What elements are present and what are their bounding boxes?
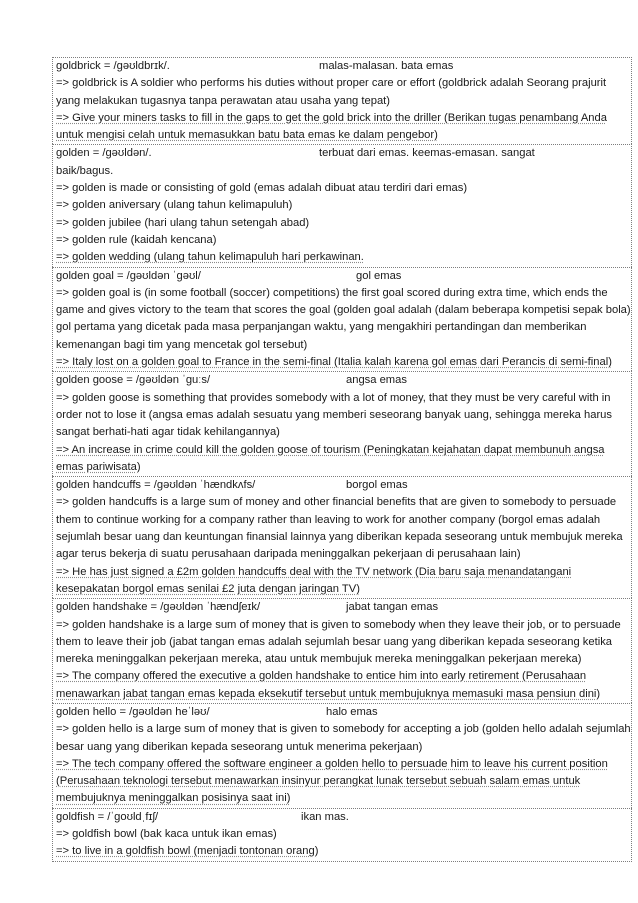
- dictionary-entry: [52, 371, 632, 476]
- dictionary-entry: [52, 57, 632, 144]
- headword: goldbrick = /ɡəʊldbrɪk/.: [56, 60, 170, 72]
- headword: golden goal = /ɡəʊldən ˈɡəʊl/: [56, 269, 201, 282]
- dictionary-entries: [52, 57, 632, 862]
- translation: borgol emas: [346, 479, 408, 492]
- translation: halo emas: [326, 705, 378, 718]
- headword: golden hello = /ɡəʊldən heˈləʊ/: [56, 705, 210, 718]
- entry-heading: [56, 477, 631, 494]
- dictionary-entry: [52, 598, 632, 703]
- headword: goldfish = /ˈɡoʊldˌfɪʃ/: [56, 810, 159, 823]
- entry-heading: [56, 58, 631, 75]
- translation: ikan mas.: [301, 810, 349, 823]
- example-line: => golden goal is (in some football (soccer) competitions) the first goal scored during extra time, which ends the game and gives victory to the team that scores the goal (golden goal adalah (dalam beberapa kompetisi sepak bola) gol pertama yang dicetak pada masa perpanjangan waktu, yang mengakhiri pertandingan dan memberikan kemenangan bagi tim yang mencetak gol tersebut): [56, 286, 631, 351]
- translation: malas-malasan. bata emas: [319, 60, 454, 72]
- example-line: => golden goose is something that provides somebody with a lot of money, that they must be very careful with in order not to lose it (angsa emas adalah sesuatu yang memberi seseorang banyak uang, sehingga mereka harus sangat berhati-hati agar tidak kehilangannya): [56, 391, 612, 439]
- entry-heading: [56, 372, 631, 389]
- translation: terbuat dari emas. keemas-emasan. sangat: [319, 147, 535, 160]
- entry-heading: [56, 704, 631, 721]
- example-line: => goldbrick is A soldier who performs his duties without proper care or effort (goldbrick adalah Seorang prajurit yang melakukan tugasnya tanpa perawatan atau usaha yang tepat): [56, 77, 607, 107]
- example-line: => golden wedding (ulang tahun kelimapuluh hari perkawinan.: [56, 251, 364, 264]
- translation: jabat tangan emas: [346, 601, 439, 614]
- example-line: => The company offered the executive a golden handshake to entice him into early retirement (Perusahaan menawarkan jabat tangan emas kepada eksekutif tersebut untuk membujuknya memasuki masa pensiun dini): [56, 670, 601, 700]
- dictionary-entry: [52, 703, 632, 808]
- example-line: => golden rule (kaidah kencana): [56, 233, 217, 246]
- headword: golden = /ɡəʊldən/.: [56, 147, 152, 160]
- dictionary-entry: [52, 144, 632, 266]
- dictionary-entry: [52, 476, 632, 598]
- dictionary-entry: [52, 267, 632, 372]
- translation-continuation: baik/bagus.: [56, 164, 114, 177]
- entry-heading: [56, 809, 631, 826]
- headword: golden goose = /ɡəʊldən ˈɡuːs/: [56, 374, 211, 387]
- example-line: => to live in a goldfish bowl (menjadi tontonan orang): [56, 845, 319, 858]
- example-line: => Italy lost on a golden goal to France in the semi-final (Italia kalah karena gol emas dari Perancis di semi-final): [56, 356, 612, 369]
- headword: golden handshake = /ɡəʊldən ˈhændʃeɪk/: [56, 601, 261, 614]
- example-line: => Give your miners tasks to fill in the gaps to get the gold brick into the driller (Berikan tugas penambang Anda untuk mengisi celah untuk memasukkan batu bata emas ke dalam pengebor): [56, 111, 607, 142]
- entry-heading: [56, 599, 631, 616]
- example-line: => He has just signed a £2m golden handcuffs deal with the TV network (Dia baru saja menandatangani kesepakatan borgol emas senilai £2 juta dengan jaringan TV): [56, 565, 572, 595]
- example-line: => golden hello is a large sum of money that is given to somebody for accepting a job (golden hello adalah sejumlah besar uang yang diberikan kepada seseorang untuk menerima pekerjaan): [56, 723, 631, 753]
- example-line: => golden handshake is a large sum of money that is given to somebody when they leave their job, or to persuade them to leave their job (jabat tangan emas adalah sejumlah besar uang yang diberikan kepada seseorang ketika mereka meninggalkan pekerjaan mereka, atau untuk membujuk mereka meninggalkan pekerjaan mereka): [56, 618, 621, 666]
- translation: gol emas: [356, 269, 402, 282]
- entry-heading: [56, 145, 631, 162]
- translation: angsa emas: [346, 374, 407, 387]
- example-line: => The tech company offered the software engineer a golden hello to persuade him to leave his current position (Perusahaan teknologi tersebut menawarkan insinyur perangkat lunak tersebut sebuah salam emas untuk membujuknya meninggalkan posisinya saat ini): [56, 757, 608, 805]
- example-line: => goldfish bowl (bak kaca untuk ikan emas): [56, 828, 277, 841]
- example-line: => golden handcuffs is a large sum of money and other financial benefits that are given to somebody to persuade them to continue working for a company rather than leaving to work for another company (borgol emas adalah sejumlah besar uang dan keuntungan finansial lainnya yang diberikan kepada seseorang untuk membujuk mereka agar terus bekerja di suatu perusahaan daripada meninggalkan pekerjaan di perusahaan lain): [56, 496, 623, 561]
- dictionary-entry: [52, 808, 632, 862]
- example-line: => golden jubilee (hari ulang tahun setengah abad): [56, 216, 310, 229]
- headword: golden handcuffs = /ɡəʊldən ˈhændkʌfs/: [56, 479, 256, 492]
- entry-heading: [56, 268, 631, 285]
- example-line: => golden is made or consisting of gold (emas adalah dibuat atau terdiri dari emas): [56, 182, 468, 195]
- example-line: => golden aniversary (ulang tahun kelimapuluh): [56, 199, 293, 212]
- example-line: => An increase in crime could kill the golden goose of tourism (Peningkatan kejahatan dapat membunuh angsa emas pariwisata): [56, 443, 605, 473]
